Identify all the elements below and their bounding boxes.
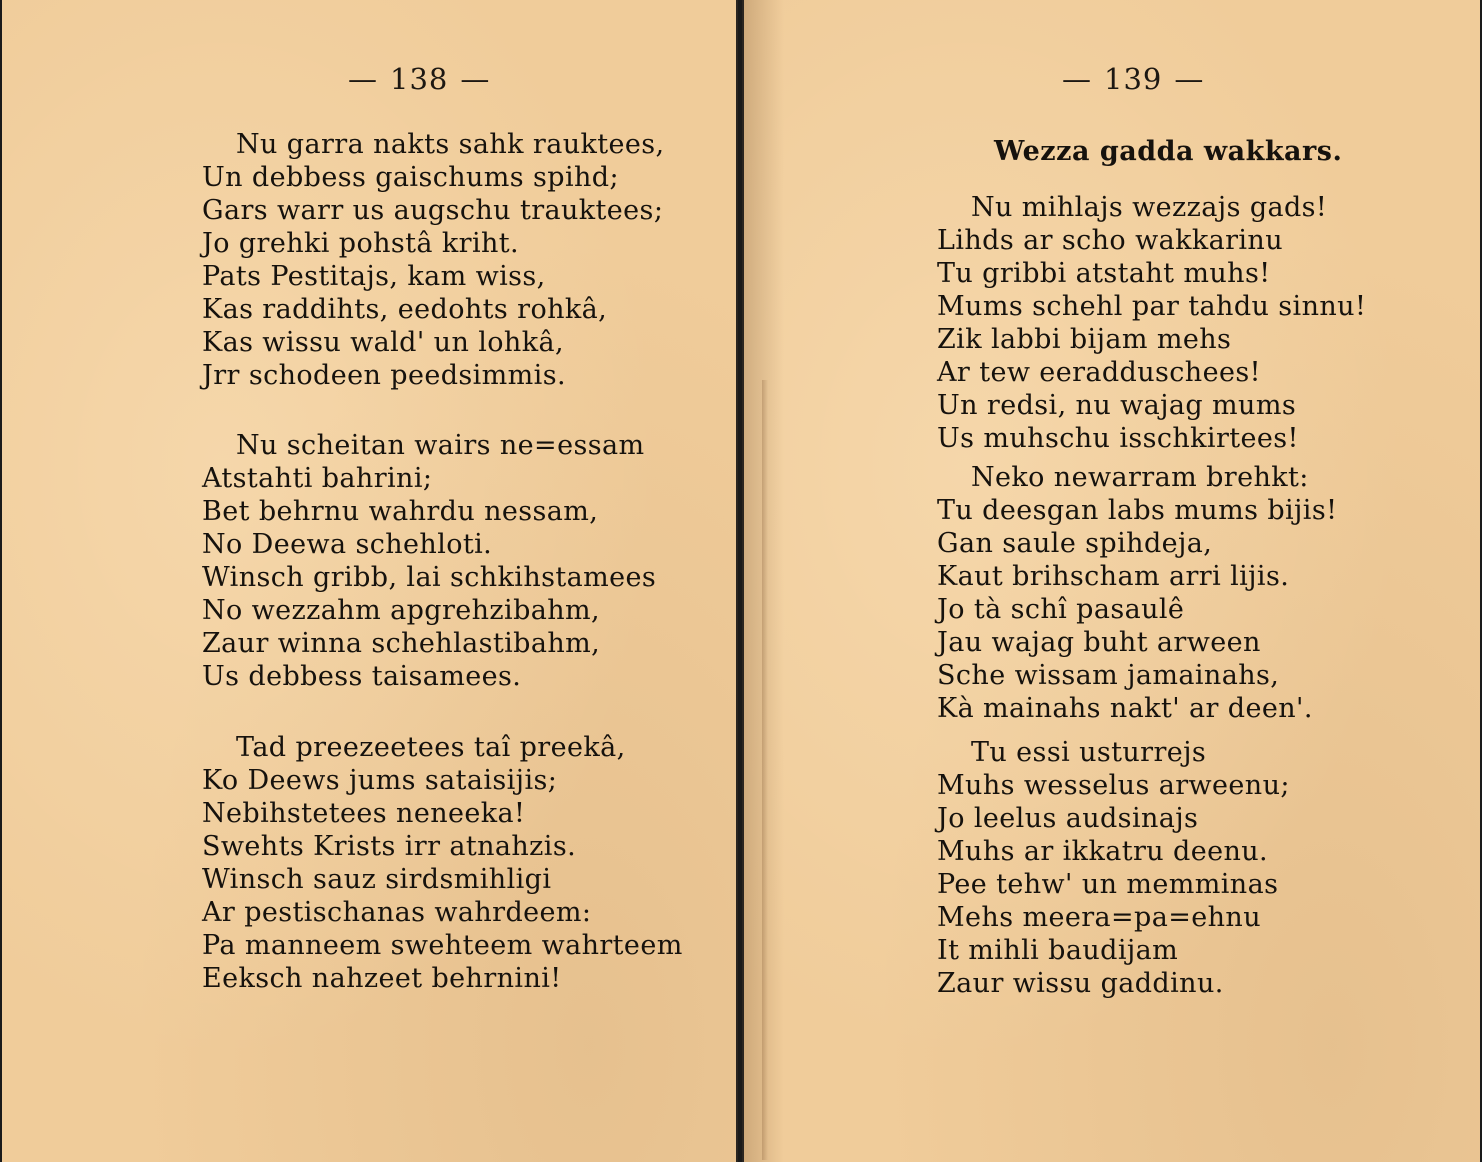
- left-page-number: [348, 62, 490, 96]
- right-page-number: [1062, 62, 1204, 96]
- verse-line: Mehs meera=pa=ehnu: [937, 902, 1261, 933]
- stanza-1: [202, 128, 665, 392]
- verse-line: Jo grehki pohstâ kriht.: [202, 228, 520, 259]
- left-page: [2, 0, 738, 1162]
- verse-line: Nu scheitan wairs ne=essam: [236, 430, 645, 461]
- verse-line: Ar tew eeradduschees!: [937, 357, 1261, 388]
- verse-line: Winsch gribb, lai schkihstamees: [202, 562, 657, 593]
- verse-line: Pa manneem swehteem wahrteem: [202, 930, 683, 961]
- verse-line: Pee tehw' un memminas: [937, 869, 1279, 900]
- verse-line: Jrr schodeen peedsimmis.: [202, 360, 566, 391]
- stanza-2: [202, 429, 656, 693]
- page-number-value: 139: [1104, 62, 1163, 96]
- verse-line: Us muhschu isschkirtees!: [937, 423, 1299, 454]
- poem-title: Wezza gadda wakkars.: [994, 136, 1343, 167]
- verse-line: No Deewa schehloti.: [202, 529, 493, 560]
- verse-line: Swehts Krists irr atnahzis.: [202, 831, 577, 862]
- verse-line: Tad preezeetees taî preekâ,: [236, 732, 626, 763]
- verse-line: Pats Pestitajs, kam wiss,: [202, 261, 546, 292]
- verse-line: Un debbess gaischums spihd;: [202, 162, 619, 193]
- verse-line: Atstahti bahrini;: [202, 463, 433, 494]
- verse-line: Kaut brihscham arri lijis.: [937, 561, 1290, 592]
- verse-line: Lihds ar scho wakkarinu: [937, 225, 1284, 256]
- verse-line: Winsch sauz sirdsmihligi: [202, 864, 552, 895]
- verse-line: Eeksch nahzeet behrnini!: [202, 963, 562, 994]
- verse-line: Zik labbi bijam mehs: [937, 324, 1232, 355]
- verse-line: Gars warr us augschu trauktees;: [202, 195, 664, 226]
- stanza-3: [937, 736, 1290, 1000]
- verse-line: Kas raddihts, eedohts rohkâ,: [202, 294, 608, 325]
- verse-line: Jo leelus audsinajs: [937, 803, 1199, 834]
- stanza-3: [202, 731, 683, 995]
- verse-line: Muhs ar ikkatru deenu.: [937, 836, 1269, 867]
- verse-line: Jau wajag buht arween: [937, 627, 1261, 658]
- page-crease: [762, 380, 768, 1160]
- verse-line: Un redsi, nu wajag mums: [937, 390, 1297, 421]
- stanza-2: [937, 461, 1337, 725]
- verse-line: Tu deesgan labs mums bijis!: [937, 495, 1338, 526]
- stanza-1: [937, 191, 1366, 455]
- page-number-dash-left: —: [348, 62, 378, 96]
- verse-line: Tu gribbi atstaht muhs!: [937, 258, 1271, 289]
- verse-line: Nu mihlajs wezzajs gads!: [971, 192, 1328, 223]
- verse-line: Zaur winna schehlastibahm,: [202, 628, 601, 659]
- verse-line: Mums schehl par tahdu sinnu!: [937, 291, 1367, 322]
- verse-line: Jo tà schî pasaulê: [937, 594, 1185, 625]
- verse-line: Kas wissu wald' un lohkâ,: [202, 327, 564, 358]
- verse-line: Nu garra nakts sahk rauktees,: [236, 129, 665, 160]
- verse-line: Zaur wissu gaddinu.: [937, 968, 1224, 999]
- verse-line: Gan saule spihdeja,: [937, 528, 1213, 559]
- verse-line: Muhs wesselus arweenu;: [937, 770, 1290, 801]
- verse-line: Us debbess taisamees.: [202, 661, 522, 692]
- page-number-dash-right: —: [1174, 62, 1205, 96]
- verse-line: Nebihstetees neneeka!: [202, 798, 526, 829]
- verse-line: Tu essi usturrejs: [971, 737, 1207, 768]
- verse-line: Ar pestischanas wahrdeem:: [202, 897, 592, 928]
- verse-line: Neko newarram brehkt:: [971, 462, 1309, 493]
- page-number-dash-left: —: [1062, 62, 1092, 96]
- verse-line: Bet behrnu wahrdu nessam,: [202, 496, 599, 527]
- page-number-dash-right: —: [460, 62, 491, 96]
- verse-line: It mihli baudijam: [937, 935, 1179, 966]
- page-number-value: 138: [390, 62, 449, 96]
- verse-line: Kà mainahs nakt' ar deen'.: [937, 693, 1313, 724]
- verse-line: Ko Deews jums sataisijis;: [202, 765, 558, 796]
- verse-line: No wezzahm apgrehzibahm,: [202, 595, 601, 626]
- right-page: [742, 0, 1480, 1162]
- verse-line: Sche wissam jamainahs,: [937, 660, 1280, 691]
